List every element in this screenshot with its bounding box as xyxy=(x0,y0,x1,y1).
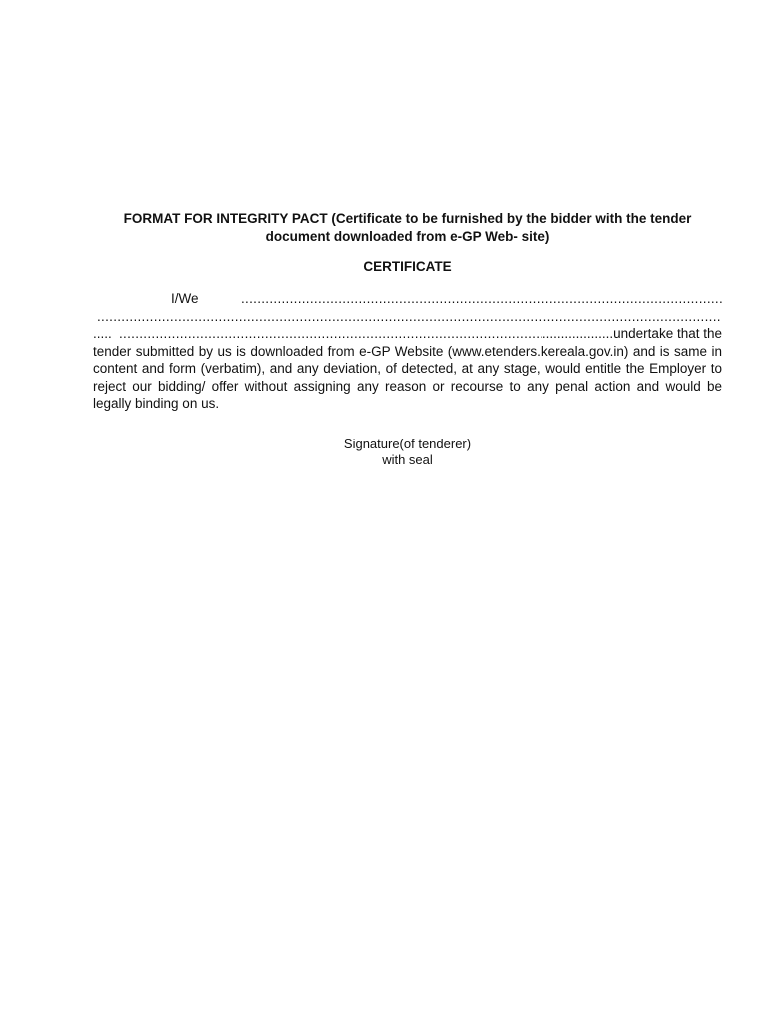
name-blank-dots xyxy=(241,290,722,308)
seal-label: with seal xyxy=(382,451,433,467)
document-heading xyxy=(93,210,722,246)
signature-label: Signature(of tenderer) xyxy=(343,438,472,451)
iwe-label: I/We xyxy=(171,291,199,306)
heading-line-1: FORMAT FOR INTEGRITY PACT (Certificate to be furnished by the bidder with the tender xyxy=(123,211,692,226)
certificate-paragraph: tender submitted by us is downloaded from e-GP Website (www.etenders.kereala.gov.in) and is same in content and form (verbatim), and any deviation, of detected, at any stage, would entitle the Employer to reject our bidding/ offer without assigning any reason or recourse to any penal action and would be legally binding on us. xyxy=(93,343,722,411)
certificate-title: CERTIFICATE xyxy=(363,259,452,274)
certificate-body xyxy=(93,290,722,413)
signature-block xyxy=(93,439,722,468)
blank-dots-3 xyxy=(119,325,542,343)
blank-line-3 xyxy=(93,325,722,343)
short-blank-dots xyxy=(93,325,119,343)
document-page xyxy=(93,210,722,468)
blank-line-2 xyxy=(93,308,722,326)
blank-dots-2 xyxy=(97,308,722,326)
iwe-line xyxy=(93,290,722,308)
heading-line-2: document downloaded from e-GP Web- site) xyxy=(265,229,550,244)
undertake-text: ...................undertake that the xyxy=(541,326,722,341)
